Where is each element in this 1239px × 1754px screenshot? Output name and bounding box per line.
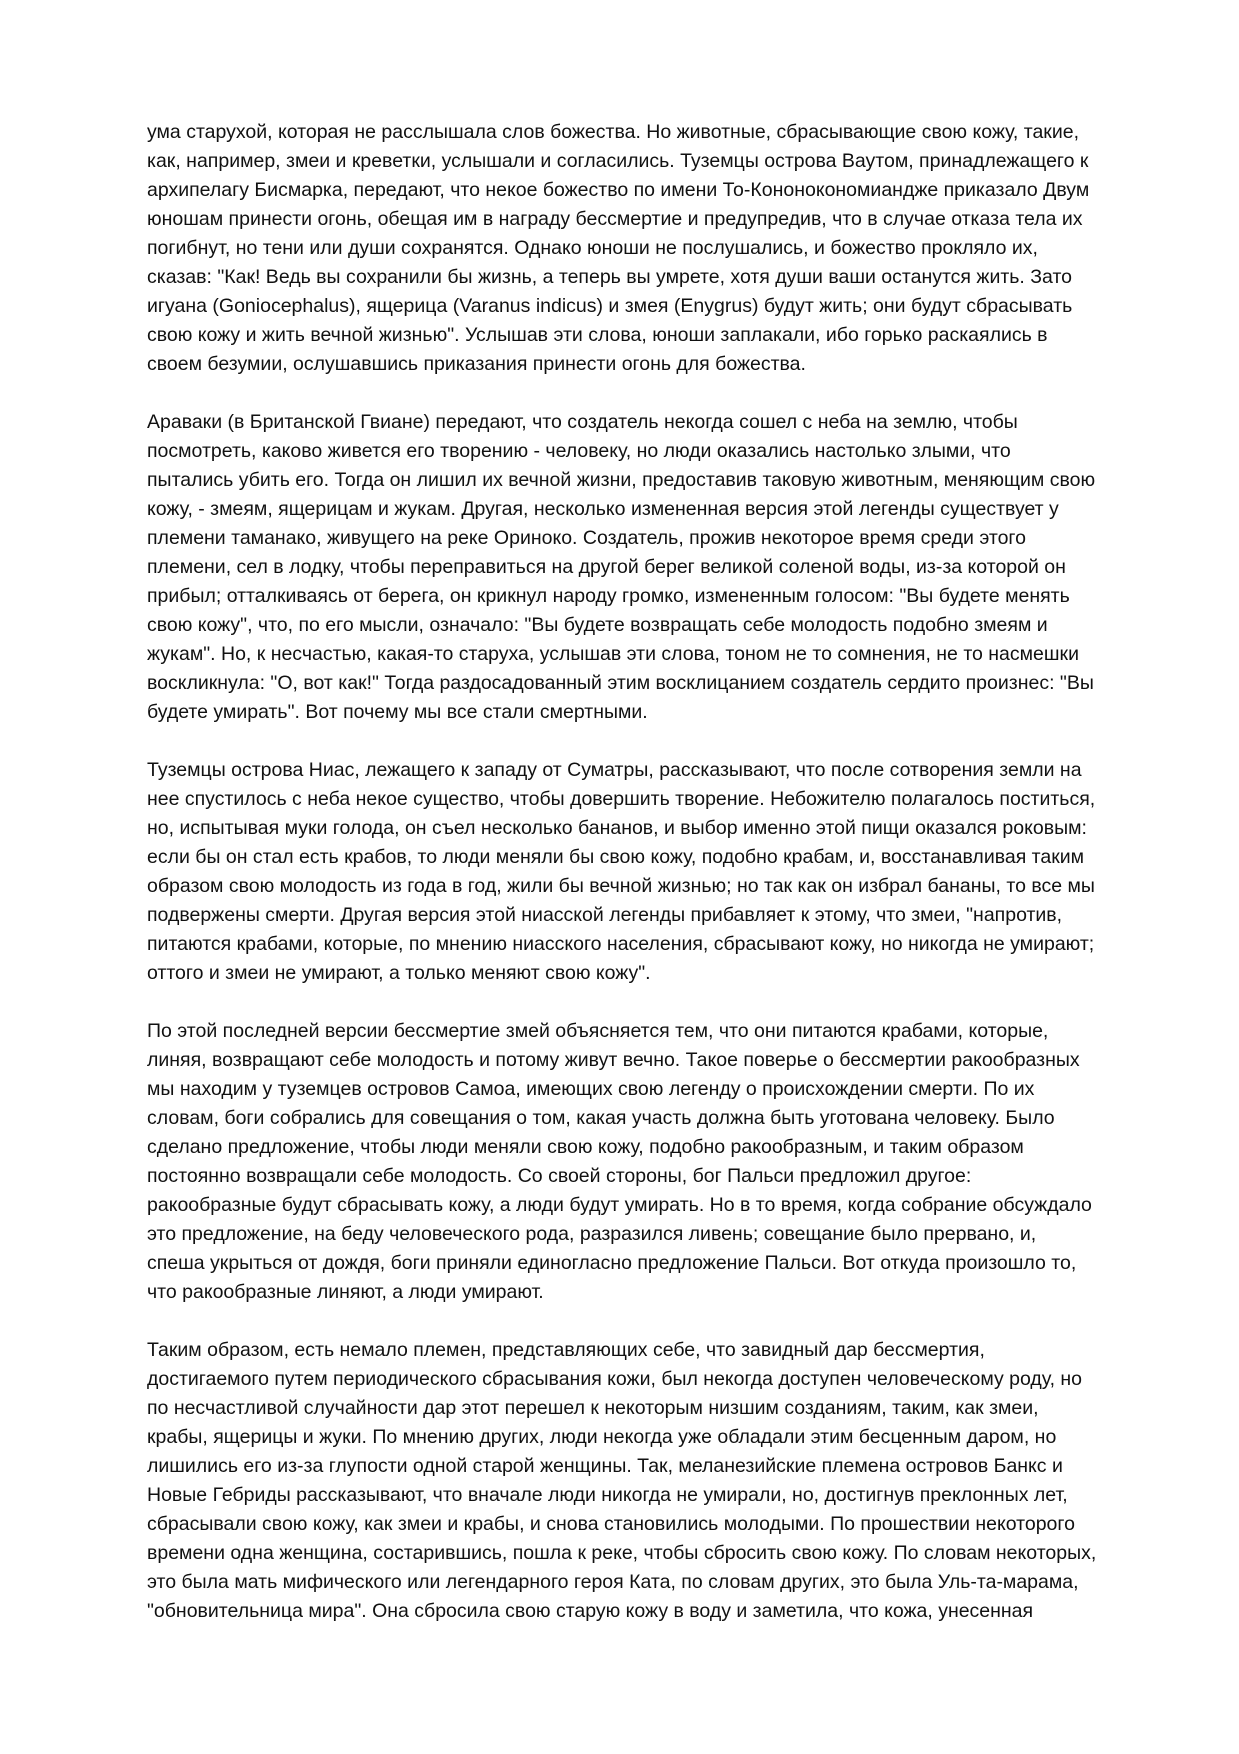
text-line: это предложение, на беду человеческого рода, разразился ливень; совещание было прервано, и,: [147, 1223, 1037, 1245]
text-line: мы находим у туземцев островов Самоа, имеющих свою легенду о происхождении смерти. По их: [147, 1078, 1035, 1100]
text-line: крабы, ящерицы и жуки. По мнению других, люди некогда уже обладали этим бесценным даром, но: [147, 1426, 1057, 1448]
text-line: постоянно возвращали себе молодость. Со своей стороны, бог Пальси предложил другое:: [147, 1165, 972, 1187]
text-line: это была мать мифического или легендарного героя Ката, по словам других, это была Уль-та-марама,: [147, 1571, 1079, 1593]
text-line: ума старухой, которая не расслышала слов божества. Но животные, сбрасывающие свою кожу, такие,: [147, 121, 1079, 143]
text-line: игуана (Goniocephalus), ящерица (Varanus indicus) и змея (Enygrus) будут жить; они будут сбрасывать: [147, 295, 1073, 317]
text-line: ракообразные будут сбрасывать кожу, а люди будут умирать. Но в то время, когда собрание обсуждало: [147, 1194, 1092, 1216]
paragraph: [147, 756, 1157, 988]
text-line: но, испытывая муки голода, он съел несколько бананов, и выбор именно этой пищи оказался роковым:: [147, 817, 1087, 839]
text-line: будете умирать". Вот почему мы все стали смертными.: [147, 701, 648, 723]
text-line: достигаемого путем периодического сбрасывания кожи, был некогда доступен человеческому роду, но: [147, 1368, 1083, 1390]
text-line: как, например, змеи и креветки, услышали и согласились. Туземцы острова Ваутом, принадлежащего к: [147, 150, 1089, 172]
text-line: сбрасывали свою кожу, как змеи и крабы, и снова становились молодыми. По прошествии некоторого: [147, 1513, 1075, 1535]
text-line: питаются крабами, которые, по мнению ниасского населения, сбрасывают кожу, но никогда не умирают;: [147, 933, 1095, 955]
text-line: пытались убить его. Тогда он лишил их вечной жизни, предоставив таковую животным, меняющим свою: [147, 469, 1096, 491]
text-line: По этой последней версии бессмертие змей объясняется тем, что они питаются крабами, которые,: [147, 1020, 1049, 1042]
text-line: спеша укрыться от дождя, боги приняли единогласно предложение Пальси. Вот откуда произошло то,: [147, 1252, 1077, 1274]
text-line: прибыл; отталкиваясь от берега, он крикнул народу громко, измененным голосом: "Вы будете менять: [147, 585, 1070, 607]
text-line: воскликнула: "О, вот как!" Тогда раздосадованный этим восклицанием создатель сердито произнес: "Вы: [147, 672, 1094, 694]
paragraph: [147, 1336, 1157, 1626]
text-line: времени одна женщина, состарившись, пошла к реке, чтобы сбросить свою кожу. По словам некоторых,: [147, 1542, 1097, 1564]
text-line: погибнут, но тени или души сохранятся. Однако юноши не послушались, и божество прокляло их,: [147, 237, 1038, 259]
text-line: оттого и змеи не умирают, а только меняют свою кожу".: [147, 962, 651, 984]
text-line: сказав: "Как! Ведь вы сохранили бы жизнь, а теперь вы умрете, хотя души ваши останутся жить. Зато: [147, 266, 1073, 288]
text-line: Таким образом, есть немало племен, представляющих себе, что завидный дар бессмертия,: [147, 1339, 985, 1361]
text-line: юношам принести огонь, обещая им в награду бессмертие и предупредив, что в случае отказа тела их: [147, 208, 1083, 230]
text-line: Туземцы острова Ниас, лежащего к западу от Суматры, рассказывают, что после сотворения земли на: [147, 759, 1082, 781]
text-line: посмотреть, каково живется его творению - человеку, но люди оказались настолько злыми, что: [147, 440, 1011, 462]
text-line: свою кожу и жить вечной жизнью". Услышав эти слова, юноши заплакали, ибо горько раскаялись в: [147, 324, 1048, 346]
paragraph: [147, 1017, 1157, 1307]
text-line: жукам". Но, к несчастью, какая-то старуха, услышав эти слова, тоном не то сомнения, не то насмешки: [147, 643, 1079, 665]
text-line: архипелагу Бисмарка, передают, что некое божество по имени То-Кононокономиандже приказало Двум: [147, 179, 1090, 201]
text-line: своем безумии, ослушавшись приказания принести огонь для божества.: [147, 353, 806, 375]
text-line: сделано предложение, чтобы люди меняли свою кожу, подобно ракообразным, и таким образом: [147, 1136, 1024, 1158]
text-line: лишились его из-за глупости одной старой женщины. Так, меланезийские племена островов Банкс и: [147, 1455, 1063, 1477]
text-line: кожу, - змеям, ящерицам и жукам. Другая, несколько измененная версия этой легенды существует у: [147, 498, 1059, 520]
paragraph: [147, 408, 1157, 727]
text-line: нее спустилось с неба некое существо, чтобы довершить творение. Небожителю полагалось поститься,: [147, 788, 1096, 810]
text-line: племени, сел в лодку, чтобы переправиться на другой берег великой соленой воды, из-за которой он: [147, 556, 1066, 578]
text-line: по несчастливой случайности дар этот перешел к некоторым низшим созданиям, таким, как змеи,: [147, 1397, 1039, 1419]
paragraph: [147, 118, 1157, 379]
body-text: [147, 118, 1157, 1655]
text-line: племени таманако, живущего на реке Ориноко. Создатель, прожив некоторое время среди этого: [147, 527, 1026, 549]
text-line: образом свою молодость из года в год, жили бы вечной жизнью; но так как он избрал бананы, то все мы: [147, 875, 1095, 897]
text-line: линяя, возвращают себе молодость и потому живут вечно. Такое поверье о бессмертии ракообразных: [147, 1049, 1080, 1071]
text-line: что ракообразные линяют, а люди умирают.: [147, 1281, 544, 1303]
text-line: если бы он стал есть крабов, то люди меняли бы свою кожу, подобно крабам, и, восстанавливая таким: [147, 846, 1085, 868]
text-line: "обновительница мира". Она сбросила свою старую кожу в воду и заметила, что кожа, унесенная: [147, 1600, 1034, 1622]
text-line: Новые Гебриды рассказывают, что вначале люди никогда не умирали, но, достигнув преклонных лет,: [147, 1484, 1068, 1506]
text-line: свою кожу", что, по его мысли, означало: "Вы будете возвращать себе молодость подобно змеям и: [147, 614, 1048, 636]
text-line: Араваки (в Британской Гвиане) передают, что создатель некогда сошел с неба на землю, чтобы: [147, 411, 1018, 433]
text-line: подвержены смерти. Другая версия этой ниасской легенды прибавляет к этому, что змеи, "напротив,: [147, 904, 1063, 926]
text-line: словам, боги собрались для совещания о том, какая участь должна быть уготована человеку. Было: [147, 1107, 1055, 1129]
